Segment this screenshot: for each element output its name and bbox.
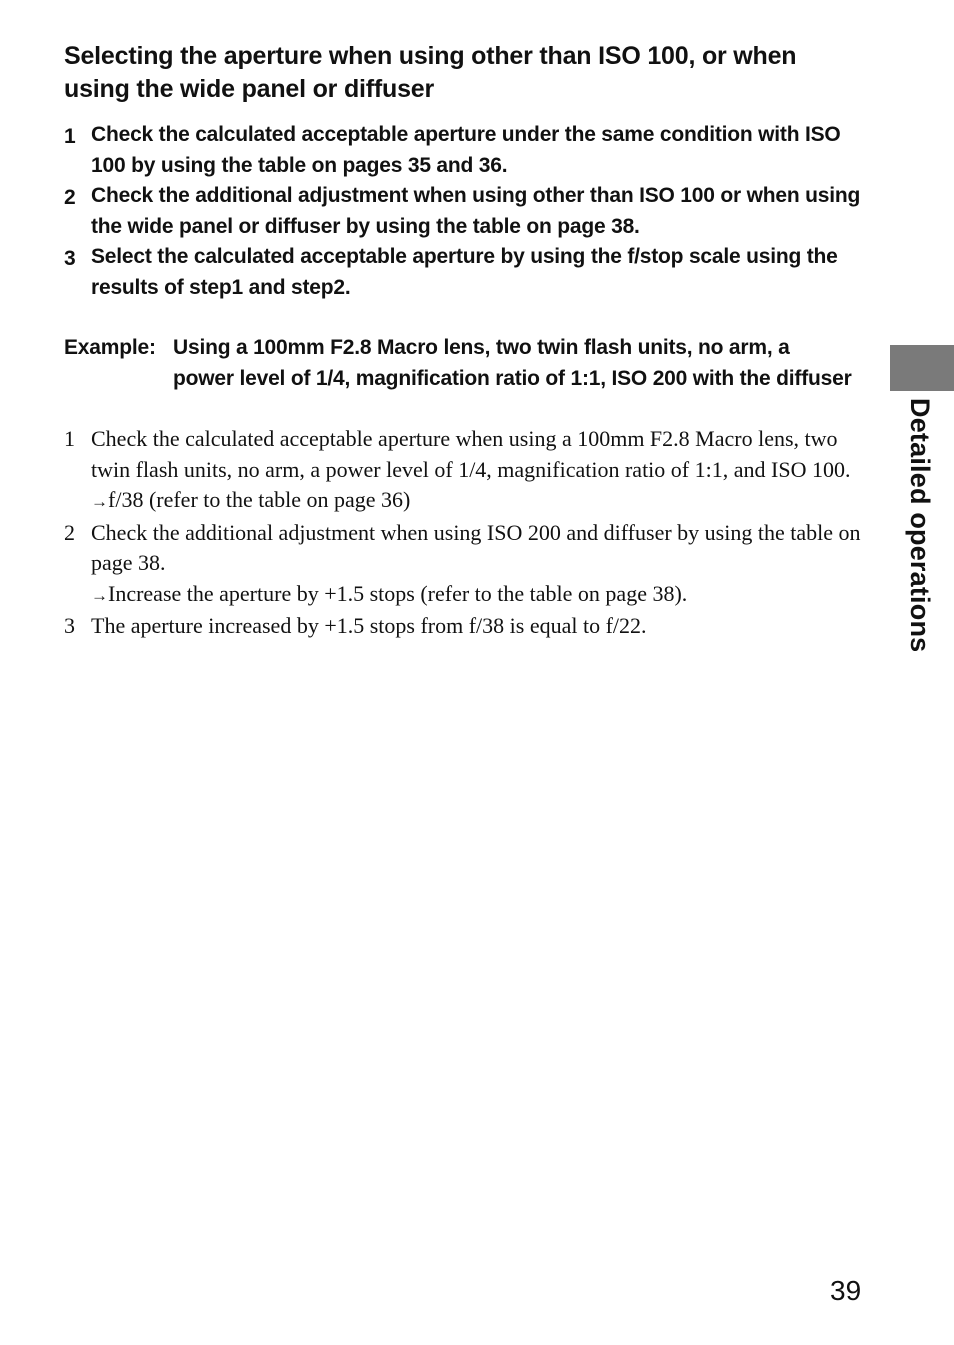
step-item [64,181,864,242]
example-step-item [64,518,864,612]
example-step-result [91,485,864,518]
step-item [64,120,864,181]
example-step-result [91,579,864,612]
example-step-item [64,611,864,642]
example-step-number: 3 [64,613,75,638]
section-tab-marker [890,345,954,391]
example-block [64,333,854,394]
step-item [64,242,864,303]
section-side-label: Detailed operations [905,398,935,653]
procedure-steps [64,120,864,303]
right-arrow-icon: → [91,492,108,511]
example-step-number: 1 [64,426,75,451]
example-step-text: Check the calculated acceptable aperture when using a 100mm F2.8 Macro lens, two twin flash units, no arm, a power level of 1/4, magnification ratio of 1:1, and ISO 100. [91,426,851,482]
page-number: 39 [830,1275,862,1306]
example-step-number: 2 [64,519,75,545]
step-text: Check the additional adjustment when using other than ISO 100 or when using the wide panel or diffuser by using the table on page 38. [91,184,861,238]
step-number: 2 [64,186,76,209]
example-step-result-text: f/38 (refer to the table on page 36) [108,487,411,512]
step-text: Check the calculated acceptable aperture under the same condition with ISO 100 by using the table on pages 35 and 36. [91,123,841,177]
example-step-item [64,424,864,518]
example-steps [64,424,864,642]
section-heading: Selecting the aperture when using other than ISO 100, or when using the wide panel or diffuser [64,42,797,103]
step-number: 3 [64,247,76,270]
step-text: Select the calculated acceptable aperture by using the f/stop scale using the results of step1 and step2. [91,245,838,299]
example-step-text: The aperture increased by +1.5 stops from f/38 is equal to f/22. [91,613,647,638]
example-step-result-text: Increase the aperture by +1.5 stops (refer to the table on page 38). [108,580,688,606]
right-arrow-icon: → [91,585,108,605]
example-text: Using a 100mm F2.8 Macro lens, two twin flash units, no arm, a power level of 1/4, magnification ratio of 1:1, ISO 200 with the diffuser [173,336,852,390]
example-label: Example: [64,336,156,359]
example-step-text: Check the additional adjustment when using ISO 200 and diffuser by using the table on page 38. [91,519,861,575]
step-number: 1 [64,125,76,148]
